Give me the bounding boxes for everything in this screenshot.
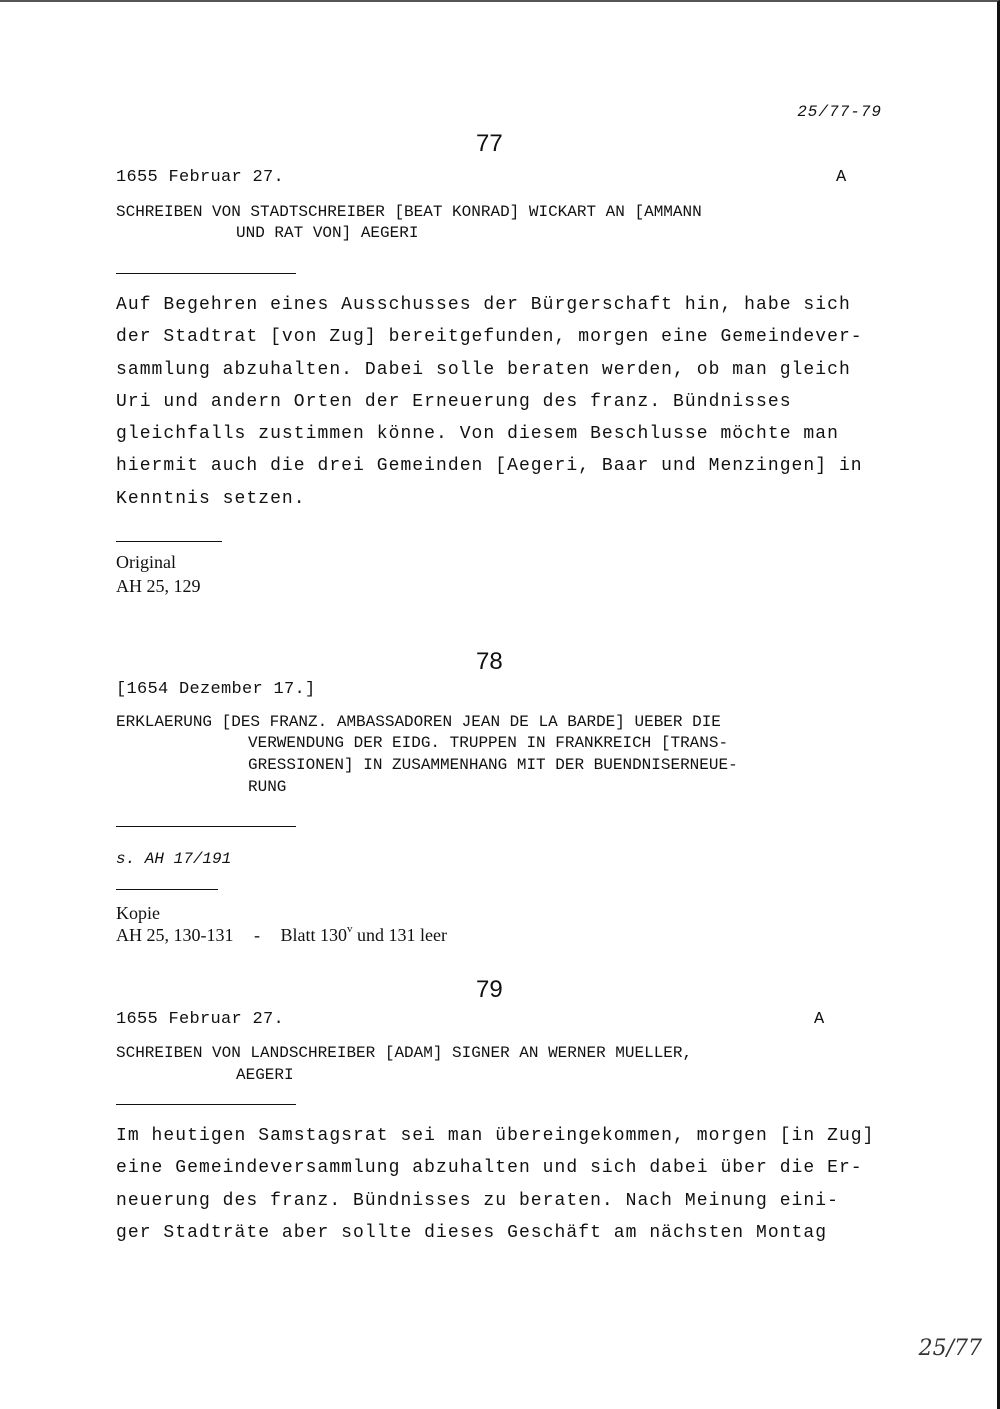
source-dash: - <box>254 925 260 945</box>
body-line: ger Stadträte aber sollte dieses Geschäft am nächsten Montag <box>116 1222 828 1243</box>
separator-rule <box>116 273 296 274</box>
document-78-source-type: Kopie <box>116 903 160 923</box>
document-78-source-line <box>116 925 447 946</box>
body-line: neuerung des franz. Bündnisses zu beraten. Nach Meinung eini- <box>116 1190 839 1211</box>
document-79-date: 1655 Februar 27. <box>116 1010 285 1029</box>
body-line: Im heutigen Samstagsrat sei man übereingekommen, morgen [in Zug] <box>116 1126 875 1146</box>
body-line: sammlung abzuhalten. Dabei solle beraten werden, ob man gleich <box>116 359 851 380</box>
document-77-source-ref: AH 25, 129 <box>116 576 201 596</box>
document-78-title-line-2: VERWENDUNG DER EIDG. TRUPPEN IN FRANKREICH [TRANS- <box>248 734 729 752</box>
body-line: hiermit auch die drei Gemeinden [Aegeri, Baar und Menzingen] in <box>116 456 863 477</box>
verso-superscript: v <box>347 923 353 935</box>
document-78-title-line-1: ERKLAERUNG [DES FRANZ. AMBASSADOREN JEAN DE LA BARDE] UEBER DIE <box>116 713 721 731</box>
separator-rule <box>116 826 296 827</box>
document-78-source-note <box>281 925 447 945</box>
separator-rule <box>116 541 222 542</box>
document-78-see-reference: s. AH 17/191 <box>116 850 232 868</box>
document-77-date: 1655 Februar 27. <box>116 168 285 187</box>
handwritten-page-mark: 25/77 <box>918 1336 982 1361</box>
body-line: Uri und andern Orten der Erneuerung des franz. Bündnisses <box>116 391 792 412</box>
document-77-title-line-2: UND RAT VON] AEGERI <box>236 224 419 242</box>
body-line: Auf Begehren eines Ausschusses der Bürgerschaft hin, habe sich <box>116 295 851 315</box>
document-number-78: 78 <box>476 648 503 675</box>
document-79-body <box>116 1120 886 1249</box>
body-line: eine Gemeindeversammlung abzuhalten und sich dabei über die Er- <box>116 1158 863 1179</box>
document-79-mark: A <box>814 1010 825 1029</box>
body-line: Kenntnis setzen. <box>116 488 306 509</box>
source-note-post: und 131 leer <box>357 925 447 945</box>
document-77-body <box>116 289 886 515</box>
document-77-mark: A <box>836 168 847 187</box>
document-number-77: 77 <box>476 130 503 157</box>
page-reference: 25/77-79 <box>797 103 882 121</box>
separator-rule <box>116 889 218 890</box>
body-line: der Stadtrat [von Zug] bereitgefunden, morgen eine Gemeindever- <box>116 327 863 348</box>
document-number-79: 79 <box>476 976 503 1003</box>
document-79-title-line-2: AEGERI <box>236 1066 294 1084</box>
body-line: gleichfalls zustimmen könne. Von diesem Beschlusse möchte man <box>116 424 839 445</box>
separator-rule <box>116 1104 296 1105</box>
source-note-pre: Blatt 130 <box>280 925 347 945</box>
document-78-date: [1654 Dezember 17.] <box>116 680 316 699</box>
document-77-title-line-1: SCHREIBEN VON STADTSCHREIBER [BEAT KONRAD] WICKART AN [AMMANN <box>116 203 702 221</box>
document-78-source-ref: AH 25, 130-131 <box>116 925 234 945</box>
document-79-title-line-1: SCHREIBEN VON LANDSCHREIBER [ADAM] SIGNER AN WERNER MUELLER, <box>116 1044 693 1062</box>
document-77-source-type: Original <box>116 552 176 572</box>
document-78-title-line-3: GRESSIONEN] IN ZUSAMMENHANG MIT DER BUENDNISERNEUE- <box>248 756 738 774</box>
document-78-title-line-4: RUNG <box>248 778 287 796</box>
